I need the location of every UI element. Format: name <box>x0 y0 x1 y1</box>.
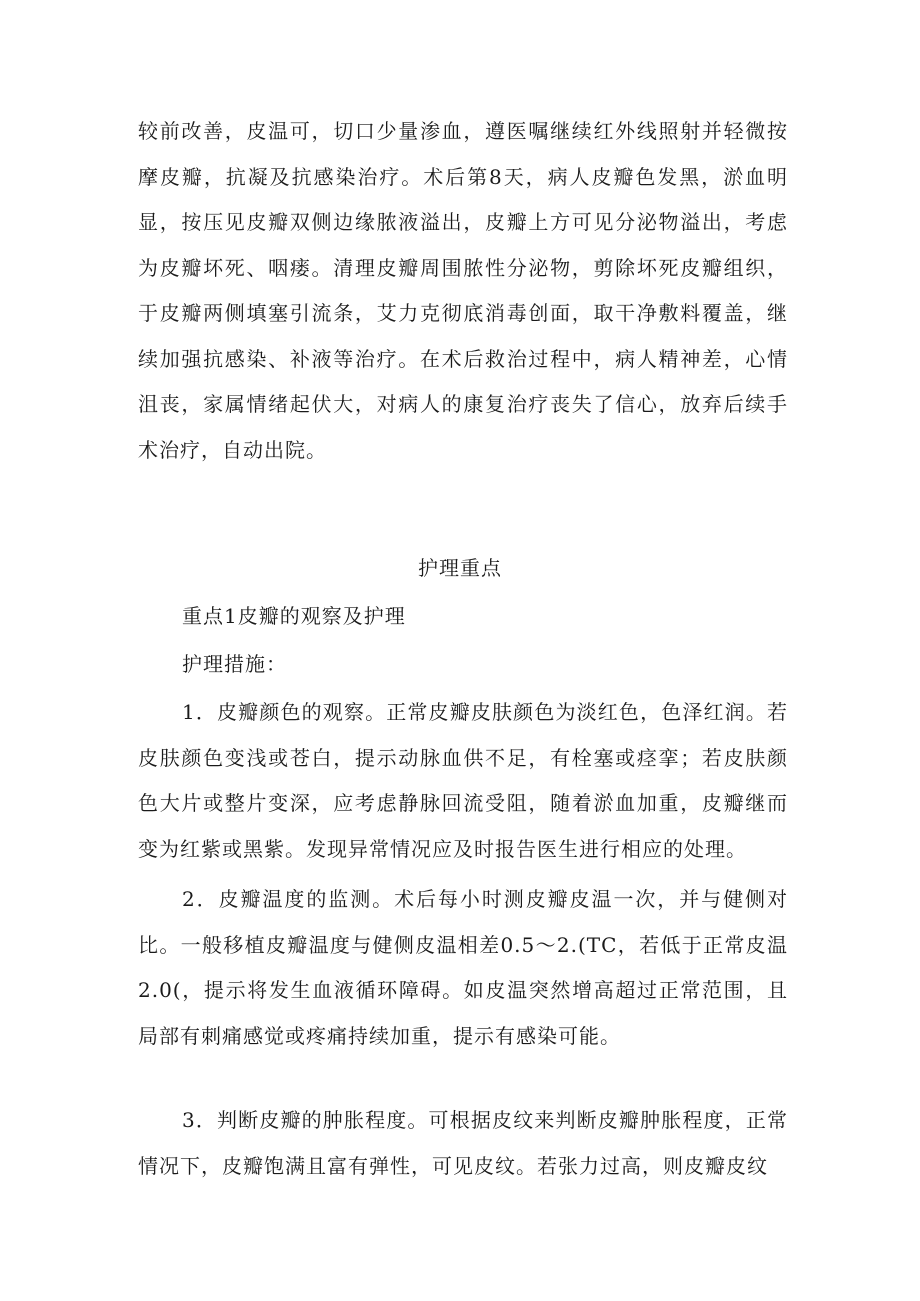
subheading: 重点1皮瓣的观察及护理 <box>182 604 406 628</box>
section-heading: 护理重点 <box>418 556 502 580</box>
nursing-item-3: 3．判断皮瓣的肿胀程度。可根据皮纹来判断皮瓣肿胀程度，正常情况下，皮瓣饱满且富有弹性，可见皮纹。若张力过高，则皮瓣皮纹 <box>138 1108 788 1178</box>
intro-paragraph: 较前改善，皮温可，切口少量渗血，遵医嘱继续红外线照射并轻微按摩皮瓣，抗凝及抗感染治疗。术后第8天，病人皮瓣色发黑，淤血明显，按压见皮瓣双侧边缘脓液溢出，皮瓣上方可见分泌物溢出，考虑为皮瓣坏死、咽瘘。清理皮瓣周围脓性分泌物，剪除坏死皮瓣组织，于皮瓣两侧填塞引流条，艾力克彻底消毒创面，取干净敷料覆盖，继续加强抗感染、补液等治疗。在术后救治过程中，病人精神差，心情沮丧，家属情绪起伏大，对病人的康复治疗丧失了信心，放弃后续手术治疗，自动出院。 <box>138 119 788 462</box>
nursing-item-1: 1．皮瓣颜色的观察。正常皮瓣皮肤颜色为淡红色，色泽红润。若皮肤颜色变浅或苍白，提示动脉血供不足，有栓塞或痉挛；若皮肤颜色大片或整片变深，应考虑静脉回流受阻，随着淤血加重，皮瓣继而变为红紫或黑紫。发现异常情况应及时报告医生进行相应的处理。 <box>138 700 788 861</box>
nursing-item-2: 2．皮瓣温度的监测。术后每小时测皮瓣皮温一次，并与健侧对比。一般移植皮瓣温度与健侧皮温相差0.5～2.(TC，若低于正常皮温2.0(，提示将发生血液循环障碍。如皮温突然增高超过正常范围，且局部有刺痛感觉或疼痛持续加重，提示有感染可能。 <box>138 887 788 1048</box>
measures-label: 护理措施： <box>182 652 287 676</box>
